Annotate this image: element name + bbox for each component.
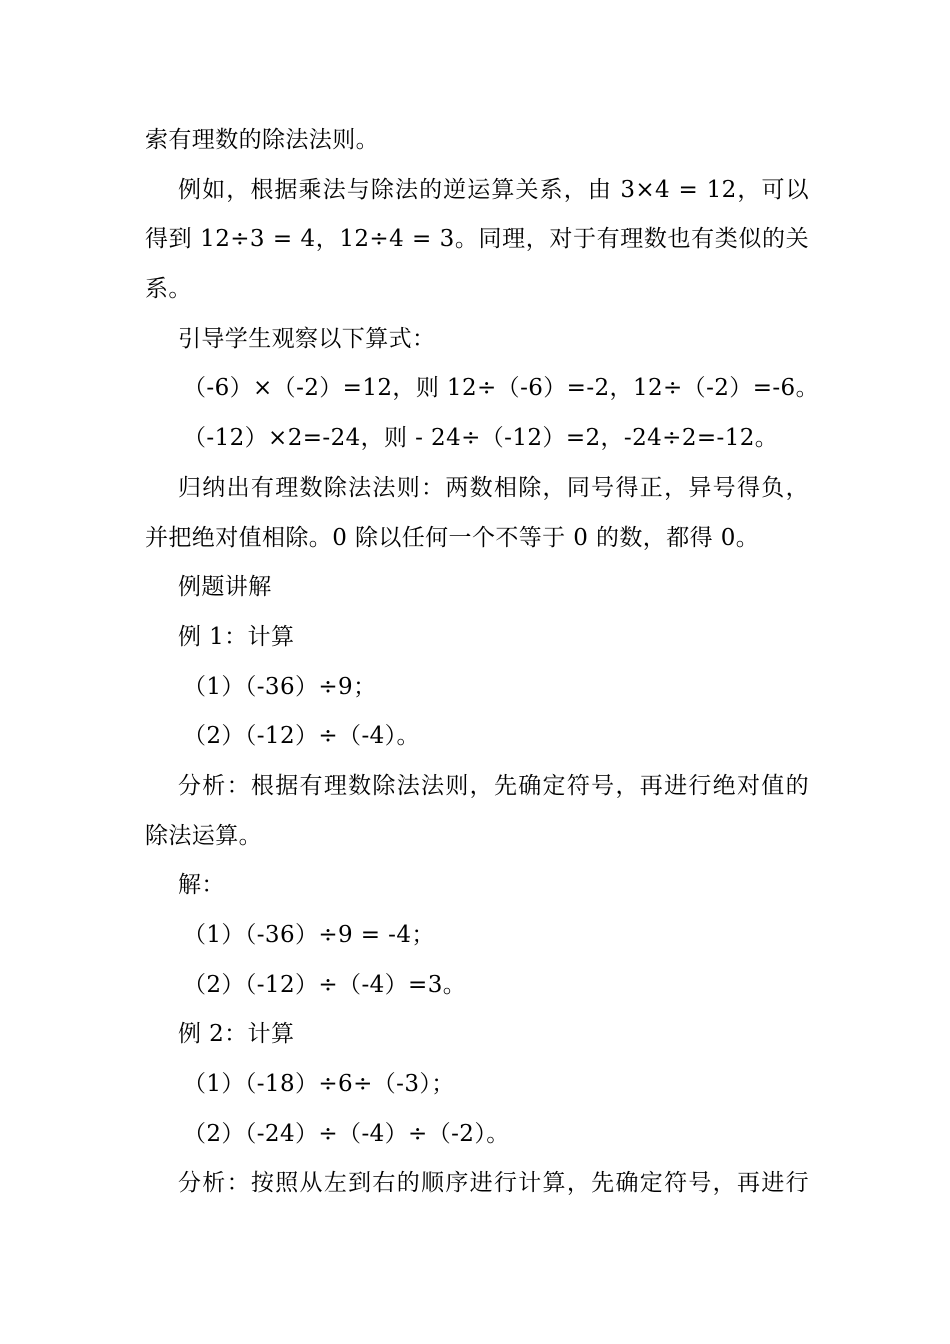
document-page <box>145 121 819 1214</box>
paragraph-line: 归纳出有理数除法法则：两数相除，同号得正，异号得负， <box>178 474 809 501</box>
equation-line: （-12）×2=-24，则 - 24÷（-12）=2，-24÷2=-12。 <box>183 425 779 452</box>
example-item: （2）（-12）÷（-4）。 <box>183 723 420 750</box>
equation-line: （-6）×（-2）=12，则 12÷（-6）=-2，12÷（-2）=-6。 <box>183 375 819 402</box>
solution-item: （2）（-12）÷（-4）=3。 <box>183 971 467 998</box>
example-item: （1）（-36）÷9； <box>183 673 377 700</box>
example-item: （2）（-24）÷（-4）÷（-2）。 <box>183 1120 510 1147</box>
example-heading: 例 1：计算 <box>178 623 295 650</box>
paragraph-line: 并把绝对值相除。0 除以任何一个不等于 0 的数，都得 0。 <box>145 524 760 551</box>
section-heading: 例题讲解 <box>178 574 272 601</box>
paragraph-line: 引导学生观察以下算式： <box>178 325 436 352</box>
example-heading: 例 2：计算 <box>178 1021 295 1048</box>
solution-item: （1）（-36）÷9 = -4； <box>183 922 435 948</box>
example-item: （1）（-18）÷6÷（-3）； <box>183 1071 455 1098</box>
paragraph-line: 例如，根据乘法与除法的逆运算关系，由 3×4 = 12，可以 <box>178 176 809 203</box>
paragraph-line: 索有理数的除法法则。 <box>145 127 379 153</box>
paragraph-line: 得到 12÷3 = 4，12÷4 = 3。同理，对于有理数也有类似的关 <box>145 226 809 253</box>
analysis-line: 分析：根据有理数除法法则，先确定符号，再进行绝对值的 <box>178 772 809 799</box>
analysis-line: 分析：按照从左到右的顺序进行计算，先确定符号，再进行 <box>178 1170 809 1197</box>
paragraph-line: 系。 <box>145 276 192 303</box>
solution-heading: 解： <box>178 872 225 899</box>
analysis-line: 除法运算。 <box>145 822 262 849</box>
